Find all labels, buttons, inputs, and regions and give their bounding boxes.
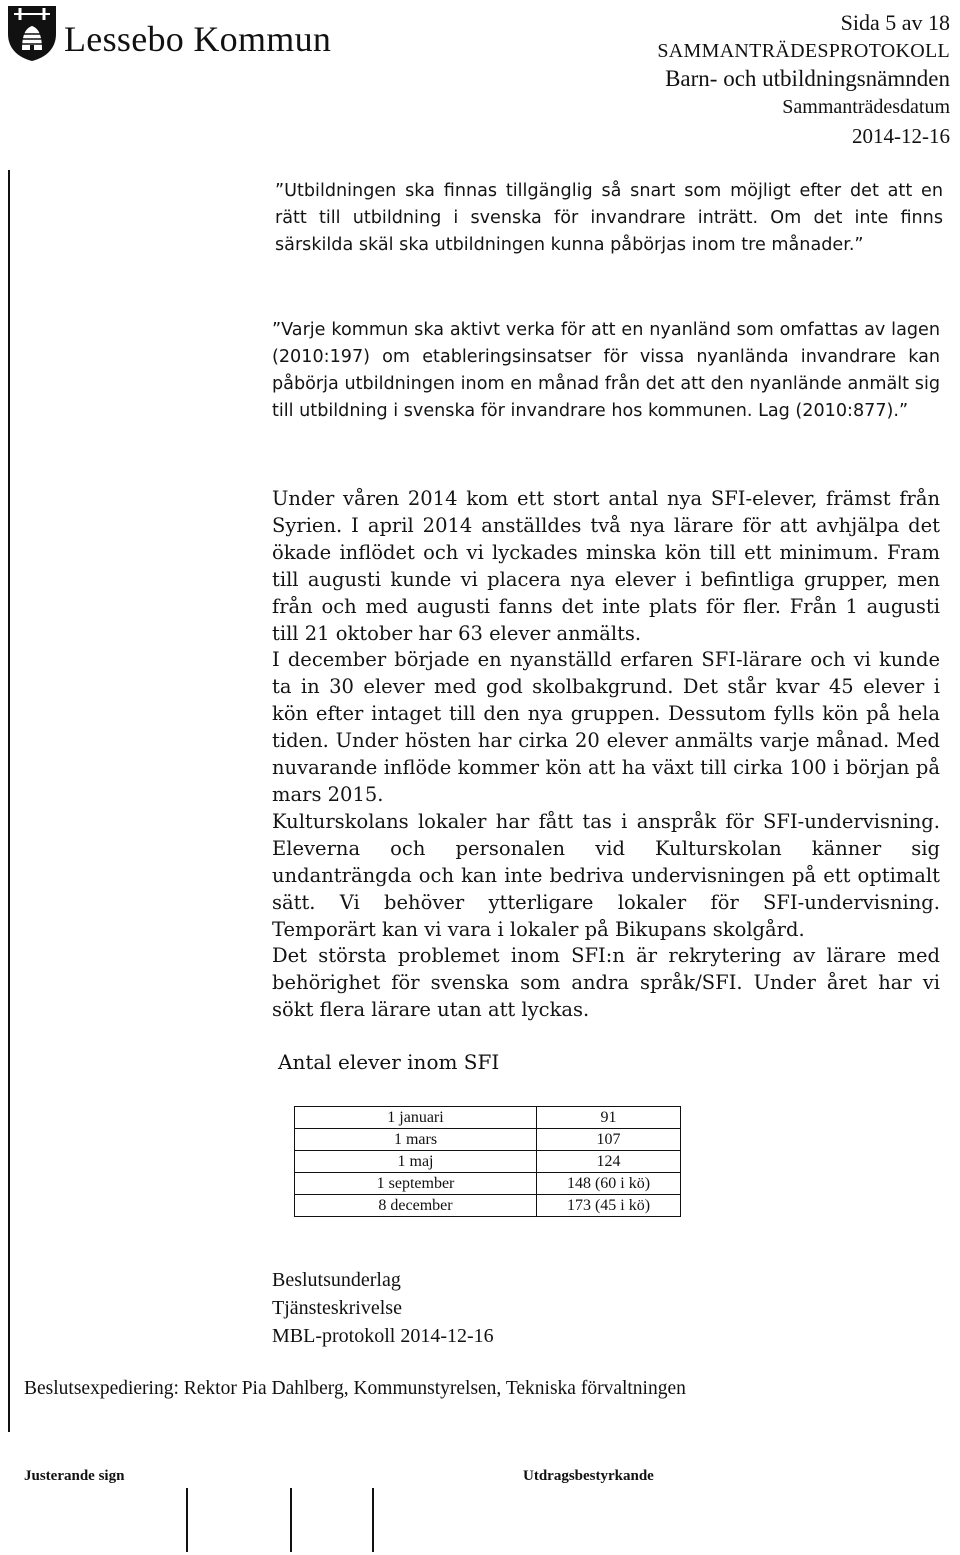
page-number: Sida 5 av 18 bbox=[840, 10, 950, 35]
table-row bbox=[295, 1151, 681, 1173]
basis-heading: Beslutsunderlag bbox=[272, 1269, 401, 1291]
table-row bbox=[295, 1107, 681, 1129]
board-name: Barn- och utbildningsnämnden bbox=[665, 66, 950, 91]
row-date: 1 september bbox=[295, 1173, 537, 1195]
protocol-title: SAMMANTRÄDESPROTOKOLL bbox=[657, 40, 950, 62]
row-date: 8 december bbox=[295, 1195, 537, 1217]
table-row bbox=[295, 1195, 681, 1217]
table-row bbox=[295, 1173, 681, 1195]
body-paragraph-4: Det största problemet inom SFI:n är rekrytering av lärare med behörighet för svenska som andra språk/SFI. Under året har vi sökt flera lärare utan att lyckas. bbox=[272, 944, 940, 1021]
signature-divider bbox=[372, 1488, 374, 1552]
meeting-date-label: Sammanträdesdatum bbox=[782, 96, 950, 118]
law-quote-2: ”Varje kommun ska aktivt verka för att en nyanländ som omfattas av lagen (2010:197) om etableringsinsatser för vissa nyanlända invandrare kan påbörja utbildningen inom en månad från det att den nyanlände anmält sig till utbildning i svenska för invandrare hos kommunen. Lag (2010:877).” bbox=[272, 320, 940, 421]
body-paragraph-1: Under våren 2014 kom ett stort antal nya SFI-elever, främst från Syrien. I april 2014 anställdes två nya lärare för att avhjälpa det ökade inflödet och vi lyckades minska kön till ett minimum. Fram till augusti kunde vi placera nya elever i befintliga grupper, men från och med augusti fanns det inte plats för fler. Från 1 augusti till 21 oktober har 63 elever anmälts. bbox=[272, 487, 940, 645]
row-value: 173 (45 i kö) bbox=[537, 1195, 681, 1217]
row-date: 1 januari bbox=[295, 1107, 537, 1129]
signature-divider bbox=[290, 1488, 292, 1552]
footer-justerande-label: Justerande sign bbox=[24, 1468, 125, 1484]
footer-utdrag-label: Utdragsbestyrkande bbox=[523, 1468, 654, 1484]
table-row bbox=[295, 1129, 681, 1151]
law-quote-1: ”Utbildningen ska finnas tillgänglig så snart som möjligt efter det att en rätt till utbildning i svenska för invandrare inträtt. Om det inte finns särskilda skäl ska utbildningen kunna påbörjas inom tre månader.” bbox=[275, 181, 943, 255]
basis-item: Tjänsteskrivelse bbox=[272, 1297, 402, 1319]
meeting-date: 2014-12-16 bbox=[852, 124, 950, 148]
row-value: 124 bbox=[537, 1151, 681, 1173]
row-date: 1 maj bbox=[295, 1151, 537, 1173]
row-date: 1 mars bbox=[295, 1129, 537, 1151]
signature-divider bbox=[186, 1488, 188, 1552]
decision-dispatch: Beslutsexpediering: Rektor Pia Dahlberg, Kommunstyrelsen, Tekniska förvaltningen bbox=[24, 1378, 686, 1399]
table-title: Antal elever inom SFI bbox=[278, 1050, 500, 1074]
sfi-students-table bbox=[294, 1106, 681, 1217]
municipality-logo bbox=[6, 4, 58, 62]
basis-item: MBL-protokoll 2014-12-16 bbox=[272, 1325, 494, 1347]
row-value: 91 bbox=[537, 1107, 681, 1129]
margin-rule bbox=[8, 170, 10, 1432]
row-value: 148 (60 i kö) bbox=[537, 1173, 681, 1195]
row-value: 107 bbox=[537, 1129, 681, 1151]
body-paragraph-3: Kulturskolans lokaler har fått tas i anspråk för SFI-undervisning. Eleverna och personalen vid Kulturskolan känner sig undanträngda och kan inte bedriva undervisningen på ett optimalt sätt. Vi behöver ytterligare lokaler för SFI-undervisning. Temporärt kan vi vara i lokaler på Bikupans skolgård. bbox=[272, 810, 940, 941]
coat-of-arms-icon bbox=[6, 4, 58, 62]
body-paragraph-2: I december började en nyanställd erfaren SFI-lärare och vi kunde ta in 30 elever med god skolbakgrund. Det står kvar 45 elever i kön efter intaget till den nya gruppen. Dessutom fylls kön på hela tiden. Under hösten har cirka 20 elever anmälts varje månad. Med nuvarande inflöde kommer kön att ha växt till cirka 100 i början på mars 2015. bbox=[272, 648, 940, 806]
org-name: Lessebo Kommun bbox=[64, 19, 332, 59]
